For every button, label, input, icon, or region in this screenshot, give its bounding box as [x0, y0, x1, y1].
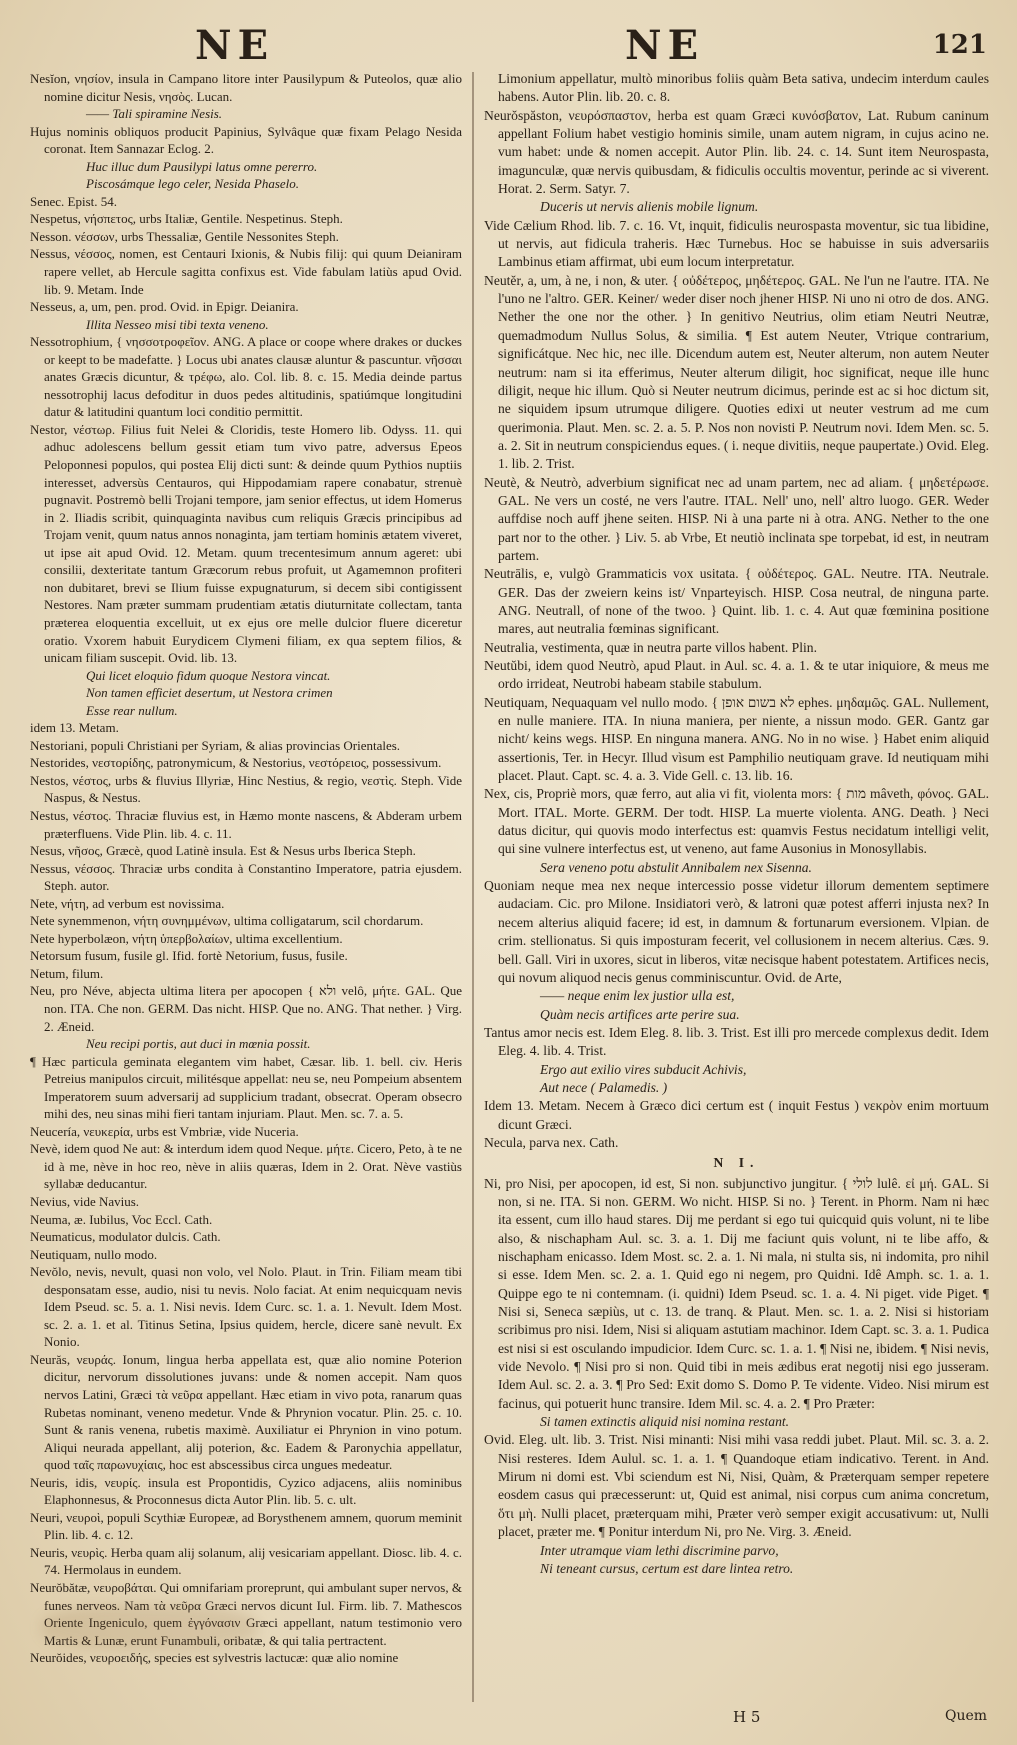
dictionary-entry: Netorsum fusum, fusile gl. Ifid. fortè Netorium, fusus, fusile.	[30, 948, 348, 964]
dictionary-entry: Neurŏides, νευροειδής, species est sylvestris lactucæ: quæ alio nomine	[30, 1650, 399, 1666]
dictionary-entry: Nevius, vide Navius.	[30, 1194, 140, 1209]
dictionary-entry: Nessus, νέσσος, nomen, est Centauri Ixionis, & Nubis filij: qui quum Deianiram rapere vellet, ab Hercule sagitta confixus est. Vide fabulam latiùs apud Ovid. lib. 9. Metam. Inde	[30, 246, 462, 297]
catchword: Quem	[945, 1708, 988, 1724]
verse-line: Huc illuc dum Pausilypi latus omne pererro.	[86, 158, 318, 174]
dictionary-entry: Tantus amor necis est. Idem Eleg. 8. lib. 3. Trist. Est illi pro mercede complexus dedit. Idem Eleg. 4. lib. 4. Trist.	[484, 1024, 989, 1059]
dictionary-entry: Nessus, νέσσος. Thraciæ urbs condita à Constantino Imperatore, patria ejusdem. Steph. autor.	[30, 860, 462, 894]
dictionary-entry: Senec. Epist. 54.	[30, 193, 118, 209]
dictionary-entry: Nestorides, νεστορίδης, patronymicum, & Nestorius, νεστόρειος, possessivum.	[30, 755, 442, 771]
verse-line: Esse rear nullum.	[86, 702, 178, 718]
dictionary-entry: Neuri, νευροὶ, populi Scythiæ Europeæ, ad Borysthenem amnem, quorum meminit Plin. lib. 4. c. 12.	[30, 1509, 462, 1543]
dictionary-entry: Neuris, νευρὶς. Herba quam alij solanum, alij vesicariam appellant. Diosc. lib. 4. c. 74. Hermolaus in eundem.	[30, 1544, 462, 1578]
dictionary-entry: Neu, pro Néve, abjecta ultima litera per apocopen { ולא velô, μήτε. GAL. Que non. ITA. Che non. GERM. Das nicht. HISP. Que no. ANG. That nether. } Virg. 2. Æneid.	[30, 983, 462, 1034]
signature-mark: H 5	[733, 1708, 761, 1726]
dictionary-entry: Nevŏlo, nevis, nevult, quasi non volo, vel Nolo. Plaut. in Trin. Filiam meam tibi desponsatam esse, audio, nisi tu nevis. Nolo faciat. At enim nequicquam nevis Idem Pseud. sc. 5. a. 1. Nisi nevis. Idem Curc. sc. 1. a. 1. Nevult. Idem Most. sc. 2. a. 1. et al. Titinus Setina, Ipsius quidem, hercle, dicere sanè nevult. Ex Nonio.	[30, 1264, 462, 1350]
dictionary-entry: Neurŏbătæ, νευροβάται. Qui omnifariam proreprunt, qui ambulant super nervos, & funes nerveos. Nam τὰ νεῦρα Græci nervos dicunt Iul. Firm. lib. 7. Mathescos Oriente Ingeniculo, quem ἐγγόνασιν Græci appellant, natum testimonio vero Martis & Lunæ, erunt Funambuli, oribatæ, & qui talia pertractent.	[30, 1580, 462, 1648]
page-number: 121	[932, 30, 987, 60]
dictionary-entry: Neutralia, vestimenta, quæ in neutra parte villos habent. Plin.	[484, 639, 817, 655]
verse-line: Piscosámque lego celer, Nesida Phaselo.	[86, 176, 300, 192]
dictionary-entry: Nete synemmenon, νήτη συνημμένων, ultima colligatarum, scil chordarum.	[30, 913, 424, 929]
dictionary-entry: Nete, νήτη, ad verbum est novissima.	[30, 895, 225, 911]
dictionary-entry: Necula, parva nex. Cath.	[484, 1134, 619, 1150]
verse-line: Ergo aut exilio vires subducit Achivis,	[540, 1061, 747, 1077]
dictionary-entry: Neutŭbi, idem quod Neutrò, apud Plaut. in Aul. sc. 4. a. 1. & te utar iniquiore, & meus me ordo irrideat, Neutrobi habeam stabile stabulum.	[484, 658, 989, 692]
running-header	[0, 22, 1017, 72]
dictionary-entry: Neuma, æ. Iubilus, Voc Eccl. Cath.	[30, 1211, 213, 1227]
section-heading: N I.	[713, 1155, 760, 1171]
dictionary-entry: Neutiquam, nullo modo.	[30, 1246, 158, 1262]
dictionary-entry: Nete hyperbolæon, νήτη ὑπερβολαίων, ultima excellentium.	[30, 930, 343, 946]
dictionary-entry: Idem 13. Metam. Necem à Græco dici certum est ( inquit Festus ) νεκρὸν enim mortuum dicunt Græci.	[484, 1098, 989, 1132]
dictionary-entry: Nesson. νέσσων, urbs Thessaliæ, Gentile Nessonites Steph.	[30, 228, 339, 244]
dictionary-entry: idem 13. Metam.	[30, 720, 119, 736]
header-right-letters: NE	[625, 22, 705, 69]
dictionary-entry: Nex, cis, Propriè mors, quæ ferro, aut alia vi fit, violenta mors: { מות mâveth, φόνος. GAL. Mort. ITAL. Morte. GERM. Der todt. HISP. La muerte violenta. ANG. Death. } Neci datus dicitur, qui quovis modo interfectus est: quamvis Festus necidatum intelligi velit, qui sine vulnere interfectus est, ut veneno, aut fame Ausonius in Monosyllabis.	[484, 786, 989, 857]
page-footer	[0, 1708, 1017, 1732]
dictionary-entry: Neutiquam, Nequaquam vel nullo modo. { לא בשום אופן ephes. μηδαμῶς. GAL. Nullement, en nulle maniere. ITA. In niuna maniera, per niente, a nissun modo. GER. Gantz gar nicht/ keins wegs. HISP. En ninguna manera. ANG. No in no wise. } Habet enim aliquid assertionis, Ter. in Hecyr. Illud vìsum est Pamphilio neutiquam grave. Id neutiquam mihi placet. Plaut. Capt. sc. 4. a. 3. Vide Gell. c. 13. lib. 16.	[484, 694, 989, 784]
dictionary-entry: Ovid. Eleg. ult. lib. 3. Trist. Nisi minanti: Nisi mihi vasa reddi jubet. Plaut. Mil. sc. 3. a. 2. Nisi resteres. Idem Aulul. sc. 1. a. 1. ¶ Quandoque etiam indicativo. Terent. in And. Mirum ni domi est. Vbi sciendum est Ni, Nisi, Quàm, & Præterquam semper repetere eosdem casus qui præcesserunt: ut, Quid est animal, nisi corpus cum anima concretum, ὅτι μὴ. Nulli placet, præterquam mihi, Præter verò semper exigit accusativum: ut, Nulli placet, præter me. ¶ Ponitur interdum Ni, pro Ne. Virg. 3. Æneid.	[484, 1432, 989, 1540]
dictionary-entry: Nestor, νέστωρ. Filius fuit Nelei & Cloridis, teste Homero lib. Odyss. 11. qui adhuc adolescens bellum gessit etiam tum vivo patre, adversus Epeos Peloponnesi populos, qui postea Elij dicti sunt: & deinde quum Pythios nuptiis interesset, adversùs Centauros, qui Hippodamiam rapere conabatur, strenuè pugnavit. Postremò belli Trojani tempore, jam senior effectus, ut idem Homerus in 2. Iliadis scribit, quinquaginta navibus cum reliquis Græcis principibus ad Trojam venit, quum natus annos nonaginta, jam tertiam hominis ætatem viveret, ut ipse ait apud Ovid. 12. Metam. quum trecentesimum annum ageret: ubi consilii, dexteritate tantum Græcorum rebus profuit, ut Agamemnon profiteri non dubitaret, brevi se Ilium fuisse expugnaturum, si decem sibi contigissent Nestores. Nam præter summam prudentiam ætatis diuturnitate collectam, tanta præterea eloquentia excelluit, ut ex ejus ore melle dulcior fluere diceretur oratio. Vxorem habuit Eurydicem Clymeni filiam, ex qua septem filios, & unicam filiam suscepit. Ovid. lib. 13.	[30, 421, 462, 666]
verse-line: —— neque enim lex justior ulla est,	[540, 988, 735, 1004]
dictionary-entry: Neurăs, νευράς. Ionum, lingua herba appellata est, quæ alio nomine Poterion dicitur, nervorum dissolutiones juvans: unde & nomen accepit. Nam quos nervos Latini, Græci τὰ νεῦρα appellant. Hæc etiam in vivo pota, ranarum quas Rubetas nominant, veneno medetur. Vnde & Phrynion vocatur. Plin. 25. c. 10. Sunt & ranis venena, rubetis maximè. Auxiliatur ei Phrynion in vino potum. Aliqui neurada appellant, alij poterion, &c. Eadem & Paronychia appellatur, quod ταῖς παρωνυχίαις, hoc est abscessibus circa ungues medeatur.	[30, 1351, 462, 1473]
dictionary-entry: Hujus nominis obliquos producit Papinius, Sylvâque quæ fixam Pelago Nesida coronat. Item Sannazar Eclog. 2.	[30, 123, 462, 157]
column-divider	[472, 72, 474, 1702]
verse-line: Duceris ut nervis alienis mobile lignum.	[540, 199, 759, 215]
verse-line: Aut nece ( Palamedis. )	[540, 1079, 668, 1095]
left-column	[30, 70, 462, 1667]
verse-line: —— Tali spiramine Nesis.	[86, 106, 223, 122]
entry-continuation: Limonium appellatur, multò minoribus foliis quàm Beta sativa, undecim interdum caules habens. Autor Plin. lib. 20. c. 8.	[498, 71, 989, 105]
verse-line: Non tamen efficiet desertum, ut Nestora crimen	[86, 685, 333, 701]
verse-line: Illita Nesseo misi tibi texta veneno.	[86, 316, 269, 332]
verse-line: Ni teneant cursus, certum est dare lintea retro.	[540, 1560, 794, 1576]
dictionary-entry: Neutrālis, e, vulgò Grammaticis vox usitata. { οὐδέτερος. GAL. Neutre. ITA. Neutrale. GER. Das der zweiern keins ist/ Vnparteyisch. HISP. Cosa neutral, de ninguna parte. ANG. Neutrall, of none of the twoo. } Quint. lib. 1. c. 4. Aut quæ fœminina positione mares, aut neutralia fœminas significant.	[484, 566, 989, 637]
dictionary-entry: Nesseus, a, um, pen. prod. Ovid. in Epigr. Deianira.	[30, 299, 299, 315]
dictionary-entry: ¶ Hæc particula geminata elegantem vim habet, Cæsar. lib. 1. bell. civ. Heris Petreius manipulos circuit, militésque appellat: neu se, neu Pompeium absentem Imperatorem suum adversarij ad supplicium tradant, obsecrat. Operam obsecro mihi des, neu sinas mihi fieri tantam injuriam. Plaut. Men. sc. 7. a. 5.	[30, 1053, 462, 1122]
dictionary-entry: Neutĕr, a, um, à ne, i non, & uter. { οὐδέτερος, μηδέτερος. GAL. Ne l'un ne l'autre. ITA. Ne l'uno ne l'altro. GER. Keiner/ weder diser noch jhener HISP. Ni uno ni otro de dos. ANG. Nether the one nor the other. } In genitivo Neutrius, olim etiam Neutri Neutræ, quemadmodum Nullus Solus, & similia. ¶ Est autem Neuter, Vtrique contrarium, significátque. Nec hic, nec ille. Dicendum autem est, Neuter alterum, non autem Neuter neutrum: nam si ita efferimus, Neuter alterum diligit, hoc significat, neque ille hunc diligit, neque hic illum. Quò si Neuter neutrum dicimus, perinde est ac si hoc dictum sit, ne siquidem ipsum utrumque diligere. Quoties edixi ut neuter vestrum ad me cum querimonia. Plaut. Men. sc. 2. a. 5. P. Nos non novisti P. Neutrum novi. Idem Men. sc. 5. a. 2. Sit in neutrum conspiciendus eques. ( i. neque divitiis, neque paupertate.) Ovid. Eleg. 1. lib. 2. Trist.	[484, 272, 989, 472]
right-column	[484, 70, 989, 1578]
verse-line: Si tamen extinctis aliquid nisi nomina restant.	[540, 1414, 790, 1430]
verse-line: Qui licet eloquio fidum quoque Nestora vincat.	[86, 667, 331, 683]
paper-stain	[42, 1605, 257, 1650]
dictionary-entry: Vide Cælium Rhod. lib. 7. c. 16. Vt, inquit, fidiculis neurospasta moventur, sic tua libidine, ut nervis, aut fidicula traheris. Hæc Turnebus. Hoc se habuisse in suis adversariis Lambinus etiam affirmat, ubi eum locum interpretatur.	[484, 217, 989, 270]
dictionary-entry: Neurŏspăston, νευρόσπαστον, herba est quam Græci κυνόσβατον, Lat. Rubum caninum appellant Folium habet vestigio hominis simile, unam autem nigram, in cujus acino ne. vum habet: unde & nomen accepit. Autor Plin. lib. 24. c. 14. Sunt item Neurospasta, imagunculæ, quæ nervis quibusdam, & fidiculis occultis moventur, perinde ac si viverent. Horat. 2. Serm. Satyr. 7.	[484, 107, 989, 197]
dictionary-entry: Neuris, idis, νευρίς. insula est Propontidis, Cyzico adjacens, aliis nominibus Elaphonnesus, & Proconnesus dicta Autor Plin. lib. 5. c. ult.	[30, 1474, 462, 1508]
verse-line: Sera veneno potu abstulit Annibalem nex Sisenna.	[540, 859, 812, 875]
dictionary-entry: Nestos, νέστος, urbs & fluvius Illyriæ, Hinc Nestius, & regio, νεστὶς. Steph. Vide Naspus, & Nestus.	[30, 772, 462, 806]
dictionary-entry: Nestoriani, populi Christiani per Syriam, & alias provincias Orientales.	[30, 737, 401, 753]
header-left-letters: NE	[195, 22, 275, 69]
verse-line: Inter utramque viam lethi discrimine parvo,	[540, 1542, 779, 1558]
dictionary-entry: Nespetus, νήσπετος, urbs Italiæ, Gentile. Nespetinus. Steph.	[30, 211, 343, 227]
verse-line: Neu recipi portis, aut duci in mœnia possit.	[86, 1036, 311, 1052]
dictionary-entry: Quoniam neque mea nex neque intercessio posse videtur illorum dementem septimere audaciam. Cic. pro Milone. Insidiatori verò, & latroni quæ potest afferri injusta nex? In necem alterius aliquid facere; id est, in damnum & fortunarum eversionem. Vlpian. de crim. stellionatus. Si quis imposturam fecerit, vel collusionem in necem alterius. Cæs. 9. bell. Gall. Viri in uxores, sicut in liberos, vitæ necisque habent potestatem. Artifices necis, qui novum aliquod necis genus comminiscuntur. Ovid. de Arte,	[484, 878, 989, 985]
dictionary-entry: Netum, filum.	[30, 965, 104, 981]
dictionary-entry: Nestus, νέστος. Thraciæ fluvius est, in Hæmo monte nascens, & Abderam urbem præterfluens. Vide Plin. lib. 4. c. 11.	[30, 807, 462, 841]
dictionary-entry: Nevè, idem quod Ne aut: & interdum idem quod Neque. μήτε. Cicero, Peto, à te ne id à me, nève in hoc reo, nève in aliis quæras, Idem in 2. Orat. Nève vastiùs syllabæ deducantur.	[30, 1141, 462, 1192]
dictionary-entry: Nesĭon, νησίον, insula in Campano litore inter Pausilypum & Puteolos, quæ alio nomine dicitur Nesis, νησὸς. Lucan.	[30, 71, 462, 104]
dictionary-entry: Nessotrophium, { νησσοτροφεῖον. ANG. A place or coope where drakes or duckes or keept to be madefatte. } Locus ubi anates clausæ aluntur & pascuntur. νῆσσαι anates Græcis dicuntur, & τρέφω, alo. Col. lib. 8. c. 15. Media deinde partus nessotrophij lacus defoditur in duos pedes altitudinis, spatiúmque longitudini datur & latitudini quantum loci conditio permittit.	[30, 334, 462, 420]
dictionary-entry: Neutè, & Neutrò, adverbium significat nec ad unam partem, nec ad aliam. { μηδετέρωσε. GAL. Ne vers un costé, ne vers l'autre. ITAL. Nell' uno, nell' altro luogo. GER. Weder auffdise noch auff jhene seiten. HISP. Ni à una parte ni à otra. ANG. Nether to the one part nor to the other. } Liv. 5. ab Vrbe, Et neutiò inclinata spe torpebat, id est, in neutram partem.	[484, 474, 989, 563]
dictionary-entry: Ni, pro Nisi, per apocopen, id est, Si non. subjunctivo jungitur. { לולי lulê. εἰ μή. GAL. Si non, si ne. ITA. Si non. GERM. Wo nicht. HISP. Si no. } Terent. in Phorm. Nam ni hæc ita essent, cum illo haud stares. Dij me perdant si ego tui quicquid quis volunt, ni te libe also, & nischapham Aul. sc. 3. a. 1. Dij me faciunt quis volunt, ni te libe affo, & nischapham enicasso. Idem Most. sc. 2. a. 1. Ni mala, ni stulta sis, ni indomita, pro nihil si esse. Idem Men. sc. 2. a. 1. Quid ego ni negem, pro Quidni. Idê Amph. sc. 1. a. 1. Quippe ego te ni contemnam. (i. quidni) Idem Pseud. sc. 1. a. 4. Ni piget. vide Piget. ¶ Nisi si, Seneca sæpiùs, ut c. 13. de tranq. & Plaut. Men. sc. 1. a. 2. Nisi si historiam scribimus pro nisi. Idem, Nisi si aliquam astutiam machinor. Idem Capt. sc. 3. a. 1. Pudica est nisi si est osculando impudicior. Idem Curc. sc. 1. a. 1. ¶ Nisi ne, ibidem. ¶ Nisi nevis, vide Nevolo. ¶ Nisi pro si non. Quid tibi in meis ædibus erat negotij nisi ego jusseram. Idem Aul. sc. 2. a. 3. ¶ Pro Sed: Exit domo S. Domo P. Te vidente. Video. Nisi mirum est facinus, qui potuerit hunc transire. Idem Mil. sc. 4. a. 2. ¶ Pro Præter:	[484, 1175, 989, 1411]
verse-line: Quàm necis artifices arte perire sua.	[540, 1006, 740, 1022]
dictionary-entry: Neumaticus, modulator dulcis. Cath.	[30, 1229, 221, 1245]
dictionary-entry: Nesus, νῆσος, Græcè, quod Latinè insula. Est & Nesus urbs Iberica Steph.	[30, 843, 416, 859]
dictionary-entry: Neucería, νευκερία, urbs est Vmbriæ, vide Nuceria.	[30, 1123, 299, 1139]
